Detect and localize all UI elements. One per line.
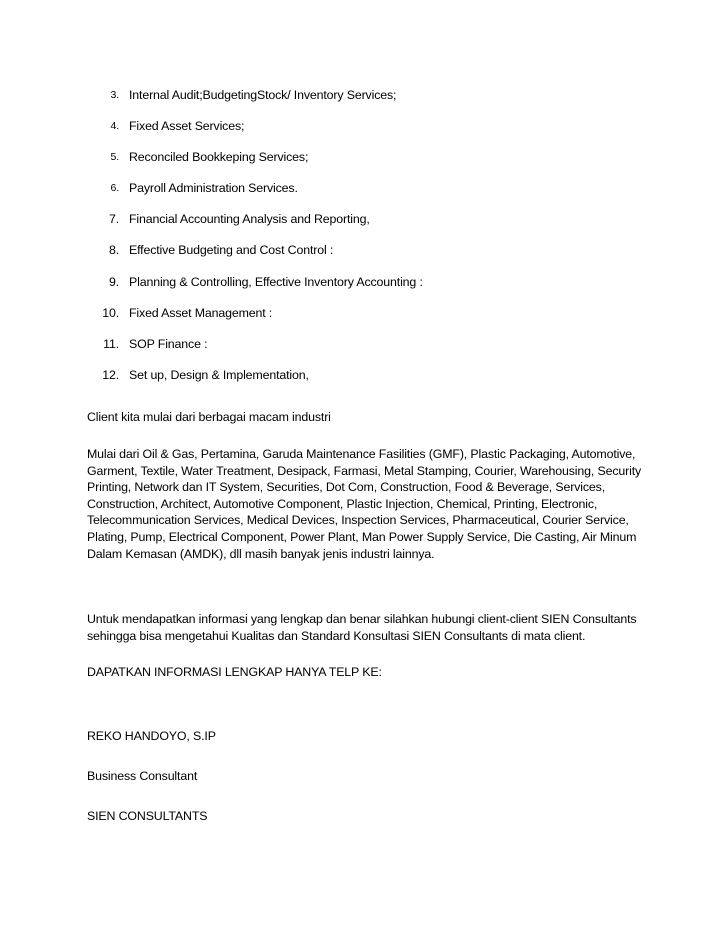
industries-line: Telecommunication Services, Medical Devices, Inspection Services, Pharmaceutical, Courier Service, bbox=[87, 513, 629, 528]
contact-info-line: Untuk mendapatkan informasi yang lengkap dan benar silahkan hubungi client-client SIEN Consultants bbox=[87, 612, 637, 626]
contact-title: Business Consultant bbox=[87, 769, 198, 783]
list-item-text: Payroll Administration Services. bbox=[129, 181, 298, 196]
industries-paragraph bbox=[87, 446, 647, 562]
list-item-text: Fixed Asset Management : bbox=[129, 305, 273, 320]
list-item bbox=[0, 335, 728, 366]
list-item-text: Reconciled Bookkeping Services; bbox=[129, 150, 309, 165]
list-item bbox=[0, 241, 728, 272]
contact-info-paragraph bbox=[87, 611, 647, 644]
list-item bbox=[0, 273, 728, 304]
industries-line: Mulai dari Oil & Gas, Pertamina, Garuda Maintenance Fasilities (GMF), Plastic Packaging, Automotive, bbox=[87, 447, 636, 461]
list-item-text: Internal Audit;BudgetingStock/ Inventory Services; bbox=[129, 88, 397, 102]
contact-info-line: sehingga bisa mengetahui Kualitas dan Standard Konsultasi SIEN Consultants di mata client. bbox=[87, 628, 586, 643]
list-number: 7. bbox=[108, 212, 119, 227]
list-number: 5. bbox=[110, 151, 119, 164]
list-item bbox=[0, 366, 728, 397]
list-item bbox=[0, 179, 728, 210]
list-item-text: Set up, Design & Implementation, bbox=[129, 367, 309, 382]
list-number: 6. bbox=[110, 182, 119, 195]
list-item-text: SOP Finance : bbox=[129, 336, 208, 351]
industries-line: Garment, Textile, Water Treatment, Desipack, Farmasi, Metal Stamping, Courier, Warehousing, Security bbox=[87, 463, 642, 478]
list-item-text: Financial Accounting Analysis and Reporting, bbox=[129, 212, 370, 227]
cta-text: DAPATKAN INFORMASI LENGKAP HANYA TELP KE: bbox=[87, 665, 382, 679]
industries-line: Printing, Network dan IT System, Securities, Dot Com, Construction, Food & Beverage, Services, bbox=[87, 480, 605, 495]
list-number: 9. bbox=[108, 274, 119, 289]
list-item bbox=[0, 210, 728, 241]
list-number: 10. bbox=[102, 305, 119, 320]
industries-line: Construction, Architect, Automotive Component, Plastic Injection, Chemical, Printing, Electronic, bbox=[87, 496, 598, 511]
list-item bbox=[0, 86, 728, 117]
list-item bbox=[0, 117, 728, 148]
list-number: 4. bbox=[110, 120, 119, 133]
list-item-text: Effective Budgeting and Cost Control : bbox=[129, 243, 334, 258]
industries-line: Plating, Pump, Electrical Component, Power Plant, Man Power Supply Service, Die Casting, Air Minum bbox=[87, 529, 637, 544]
list-item-text: Planning & Controlling, Effective Inventory Accounting : bbox=[129, 274, 423, 289]
list-number: 12. bbox=[102, 367, 119, 382]
clients-intro: Client kita mulai dari berbagai macam industri bbox=[87, 410, 331, 424]
company-name: SIEN CONSULTANTS bbox=[87, 809, 208, 823]
industries-line: Dalam Kemasan (AMDK), dll masih banyak jenis industri lainnya. bbox=[87, 546, 435, 561]
list-item-text: Fixed Asset Services; bbox=[129, 119, 245, 134]
list-item bbox=[0, 148, 728, 179]
list-number: 11. bbox=[103, 336, 119, 351]
contact-name: REKO HANDOYO, S.IP bbox=[87, 729, 216, 743]
list-item bbox=[0, 304, 728, 335]
list-number: 8. bbox=[108, 243, 119, 258]
list-number: 3. bbox=[110, 89, 119, 101]
services-list bbox=[0, 86, 728, 397]
